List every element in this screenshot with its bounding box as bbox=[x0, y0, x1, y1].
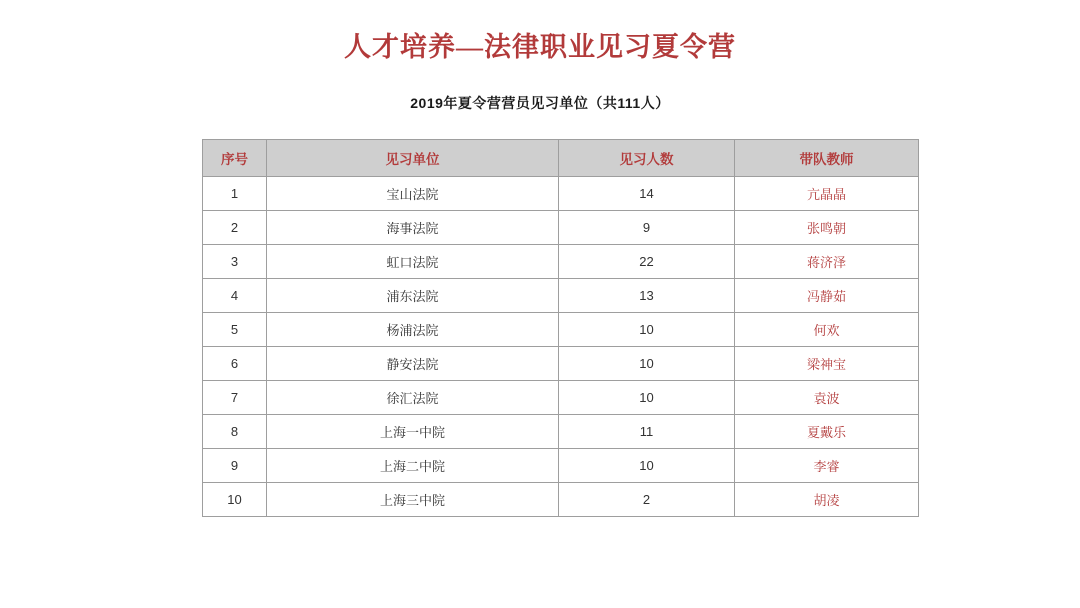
table-row bbox=[203, 381, 919, 415]
page-subtitle: 2019年夏令营营员见习单位（共111人） bbox=[410, 95, 670, 112]
cell-no: 4 bbox=[203, 279, 267, 313]
cell-unit: 杨浦法院 bbox=[267, 313, 559, 347]
cell-teacher: 亢晶晶 bbox=[735, 177, 919, 211]
table-row bbox=[203, 211, 919, 245]
cell-unit: 徐汇法院 bbox=[267, 381, 559, 415]
table-row bbox=[203, 313, 919, 347]
cell-count: 2 bbox=[559, 483, 735, 517]
cell-count: 10 bbox=[559, 347, 735, 381]
cell-count: 10 bbox=[559, 381, 735, 415]
table-row bbox=[203, 483, 919, 517]
cell-no: 8 bbox=[203, 415, 267, 449]
cell-count: 14 bbox=[559, 177, 735, 211]
column-header-count: 见习人数 bbox=[559, 140, 735, 177]
table-row bbox=[203, 415, 919, 449]
cell-teacher: 冯静茹 bbox=[735, 279, 919, 313]
table-row bbox=[203, 449, 919, 483]
cell-unit: 上海二中院 bbox=[267, 449, 559, 483]
cell-teacher: 张鸣朝 bbox=[735, 211, 919, 245]
table-row bbox=[203, 279, 919, 313]
cell-count: 9 bbox=[559, 211, 735, 245]
internship-table bbox=[202, 139, 919, 517]
cell-teacher: 梁神宝 bbox=[735, 347, 919, 381]
table-header bbox=[203, 140, 919, 177]
cell-no: 7 bbox=[203, 381, 267, 415]
table-row bbox=[203, 245, 919, 279]
cell-count: 22 bbox=[559, 245, 735, 279]
cell-teacher: 袁波 bbox=[735, 381, 919, 415]
cell-unit: 上海三中院 bbox=[267, 483, 559, 517]
cell-no: 6 bbox=[203, 347, 267, 381]
cell-unit: 海事法院 bbox=[267, 211, 559, 245]
cell-no: 10 bbox=[203, 483, 267, 517]
cell-no: 5 bbox=[203, 313, 267, 347]
cell-count: 10 bbox=[559, 449, 735, 483]
cell-no: 3 bbox=[203, 245, 267, 279]
cell-count: 11 bbox=[559, 415, 735, 449]
table-header-row bbox=[203, 140, 919, 177]
cell-no: 9 bbox=[203, 449, 267, 483]
cell-count: 13 bbox=[559, 279, 735, 313]
internship-table-wrapper bbox=[202, 139, 878, 517]
column-header-unit: 见习单位 bbox=[267, 140, 559, 177]
cell-teacher: 夏戴乐 bbox=[735, 415, 919, 449]
cell-unit: 虹口法院 bbox=[267, 245, 559, 279]
cell-unit: 浦东法院 bbox=[267, 279, 559, 313]
cell-no: 1 bbox=[203, 177, 267, 211]
cell-count: 10 bbox=[559, 313, 735, 347]
table-row bbox=[203, 347, 919, 381]
cell-no: 2 bbox=[203, 211, 267, 245]
cell-unit: 上海一中院 bbox=[267, 415, 559, 449]
page-title: 人才培养—法律职业见习夏令营 bbox=[344, 32, 736, 62]
cell-teacher: 胡凌 bbox=[735, 483, 919, 517]
cell-unit: 静安法院 bbox=[267, 347, 559, 381]
column-header-no: 序号 bbox=[203, 140, 267, 177]
cell-teacher: 何欢 bbox=[735, 313, 919, 347]
cell-teacher: 蒋济泽 bbox=[735, 245, 919, 279]
table-row bbox=[203, 177, 919, 211]
table-body bbox=[203, 177, 919, 517]
cell-unit: 宝山法院 bbox=[267, 177, 559, 211]
cell-teacher: 李睿 bbox=[735, 449, 919, 483]
column-header-teacher: 带队教师 bbox=[735, 140, 919, 177]
